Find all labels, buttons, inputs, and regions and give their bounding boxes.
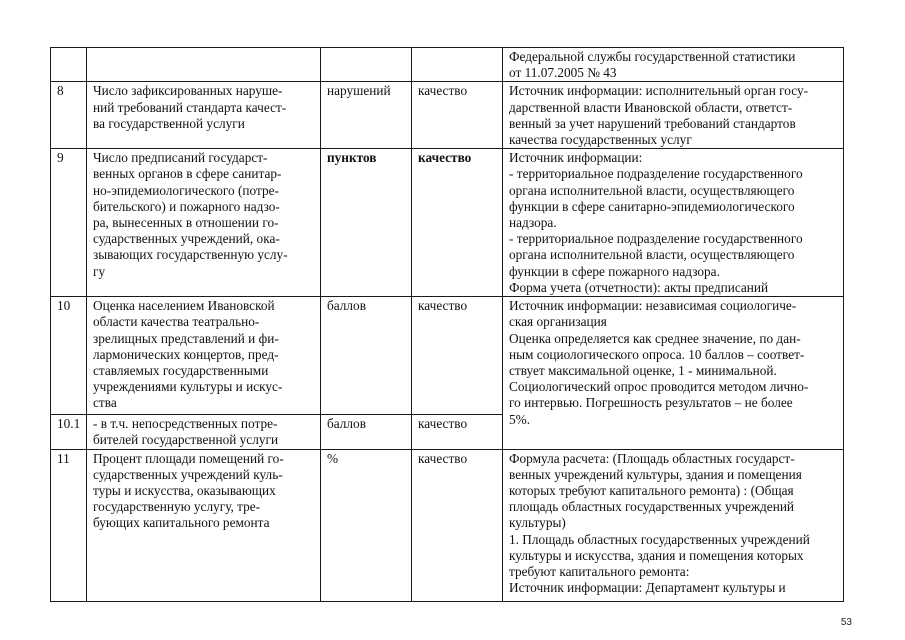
cell-type: качество bbox=[412, 415, 503, 449]
cell-num: 10 bbox=[51, 297, 87, 415]
cell-source: Источник информации: независимая социологиче- ская организация Оценка определяется как среднее значение, по дан- ным социологического опроса. 10 баллов – соответ- ствует максимальной оценке, 1 - минимальной. Социологический опрос проводится методом лично- го интервью. Погрешность результатов – не более 5%. bbox=[503, 297, 844, 449]
table-row-11 bbox=[51, 449, 844, 601]
cell-unit: пунктов bbox=[321, 149, 412, 297]
cell-num: 11 bbox=[51, 449, 87, 601]
cell-source: Источник информации: - территориальное подразделение государственного органа исполнительной власти, осуществляющего функции в сфере санитарно-эпидемиологического надзора. - территориальное подразделение государственного органа исполнительной власти, осуществляющего функции в сфере пожарного надзора. Форма учета (отчетности): акты предписаний bbox=[503, 149, 844, 297]
table-row-10 bbox=[51, 297, 844, 415]
cell-indicator: - в т.ч. непосредственных потре- бителей государственной услуги bbox=[87, 415, 321, 449]
cell-indicator: Процент площади помещений го- сударственных учреждений куль- туры и искусства, оказывающих государственную услугу, тре- бующих капитального ремонта bbox=[87, 449, 321, 601]
cell-unit: баллов bbox=[321, 297, 412, 415]
cell-unit bbox=[321, 48, 412, 82]
cell-type: качество bbox=[412, 297, 503, 415]
cell-source: Источник информации: исполнительный орган госу- дарственной власти Ивановской области, ответст- венный за учет нарушений требований стандартов качества государственных услуг bbox=[503, 82, 844, 149]
cell-indicator bbox=[87, 48, 321, 82]
cell-indicator: Число предписаний государст- венных органов в сфере санитар- но-эпидемиологического (потре- бительского) и пожарного надзо- ра, вынесенных в отношении го- сударственных учреждений, ока- зывающих государственную услу- гу bbox=[87, 149, 321, 297]
indicators-table bbox=[50, 47, 844, 602]
cell-type: качество bbox=[412, 82, 503, 149]
table-row-continuation bbox=[51, 48, 844, 82]
cell-unit: % bbox=[321, 449, 412, 601]
cell-unit: нарушений bbox=[321, 82, 412, 149]
cell-num: 10.1 bbox=[51, 415, 87, 449]
table-row-9 bbox=[51, 149, 844, 297]
cell-source: Формула расчета: (Площадь областных государст- венных учреждений культуры, здания и помещения которых требуют капитального ремонта) : (Общая площадь областных государственных учреждений культуры) 1. Площадь областных государственных учреждений культуры и искусства, здания и помещения которых требуют капитального ремонта: Источник информации: Департамент культуры и bbox=[503, 449, 844, 601]
cell-source: Федеральной службы государственной статистики от 11.07.2005 № 43 bbox=[503, 48, 844, 82]
cell-unit: баллов bbox=[321, 415, 412, 449]
cell-num: 9 bbox=[51, 149, 87, 297]
cell-num: 8 bbox=[51, 82, 87, 149]
cell-num bbox=[51, 48, 87, 82]
table-row-8 bbox=[51, 82, 844, 149]
cell-type bbox=[412, 48, 503, 82]
cell-type: качество bbox=[412, 149, 503, 297]
cell-type: качество bbox=[412, 449, 503, 601]
cell-indicator: Оценка населением Ивановской области качества театрально- зрелищных представлений и фи- лармонических концертов, пред- ставляемых государственными учреждениями культуры и искус- ства bbox=[87, 297, 321, 415]
cell-indicator: Число зафиксированных наруше- ний требований стандарта качест- ва государственной услуги bbox=[87, 82, 321, 149]
page-number: 53 bbox=[840, 617, 852, 628]
